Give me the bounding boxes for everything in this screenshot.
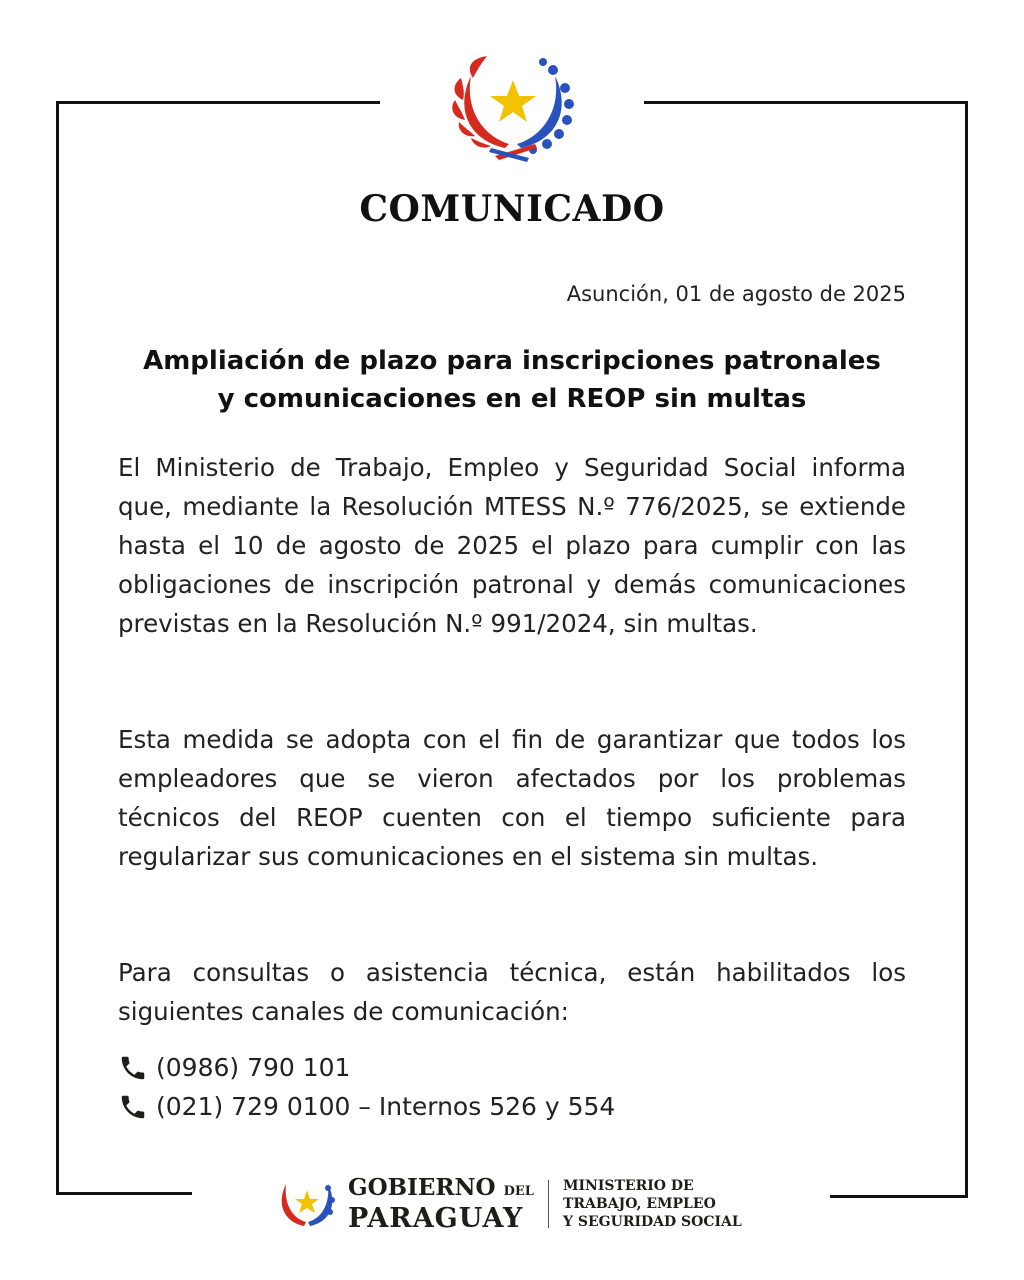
gov-word-gobierno: GOBIERNO	[348, 1174, 496, 1201]
contact-phone-1-text: (0986) 790 101	[156, 1053, 351, 1082]
subject-line-2: y comunicaciones en el REOP sin multas	[217, 384, 807, 414]
subject-line-1: Ampliación de plazo para inscripciones patronales	[143, 346, 881, 376]
date-line: Asunción, 01 de agosto de 2025	[566, 282, 906, 306]
frame-bottom-left	[56, 1192, 192, 1195]
government-wordmark	[348, 1175, 534, 1233]
seal-blue-branch	[517, 58, 574, 154]
phone-icon	[118, 1092, 148, 1122]
ministry-wordmark	[563, 1177, 742, 1231]
ministry-line-1: MINISTERIO DE	[563, 1178, 694, 1194]
national-seal-icon	[443, 48, 583, 166]
footer-divider	[548, 1180, 549, 1228]
contact-phone-1[interactable]	[118, 1049, 350, 1087]
gov-word-paraguay: PARAGUAY	[348, 1203, 524, 1234]
footer-star-icon	[295, 1190, 319, 1213]
phone-icon	[118, 1053, 148, 1083]
footer-seal-icon	[276, 1174, 338, 1232]
body-paragraph-2: Esta medida se adopta con el fin de garantizar que todos los empleadores que se vieron afectados por los problemas técnicos del REOP cuenten con el tiempo suficiente para regularizar sus comunicaciones en el sistema sin multas.	[118, 725, 906, 871]
contact-phone-2-text: (021) 729 0100 – Internos 526 y 554	[156, 1092, 616, 1121]
frame-top-left	[56, 101, 380, 104]
frame-left	[56, 101, 59, 1195]
frame-right	[965, 101, 968, 1198]
body-paragraph-1: El Ministerio de Trabajo, Empleo y Seguridad Social informa que, mediante la Resolución MTESS N.º 776/2025, se extiende hasta el 10 de agosto de 2025 el plazo para cumplir con las obligaciones de inscripción patronal y demás comunicaciones previstas en la Resolución N.º 991/2024, sin multas.	[118, 453, 906, 638]
frame-bottom-right	[830, 1195, 968, 1198]
contact-phone-2[interactable]	[118, 1088, 615, 1126]
star-icon	[490, 80, 536, 122]
ministry-line-3: Y SEGURIDAD SOCIAL	[563, 1214, 742, 1230]
page-title: COMUNICADO	[359, 188, 665, 230]
subject-heading	[100, 342, 924, 418]
ministry-line-2: TRABAJO, EMPLEO	[563, 1196, 716, 1212]
gov-word-del: DEL	[503, 1184, 534, 1199]
frame-top-right	[644, 101, 968, 104]
body-paragraph-3: Para consultas o asistencia técnica, están habilitados los siguientes canales de comunicación:	[118, 958, 906, 1026]
